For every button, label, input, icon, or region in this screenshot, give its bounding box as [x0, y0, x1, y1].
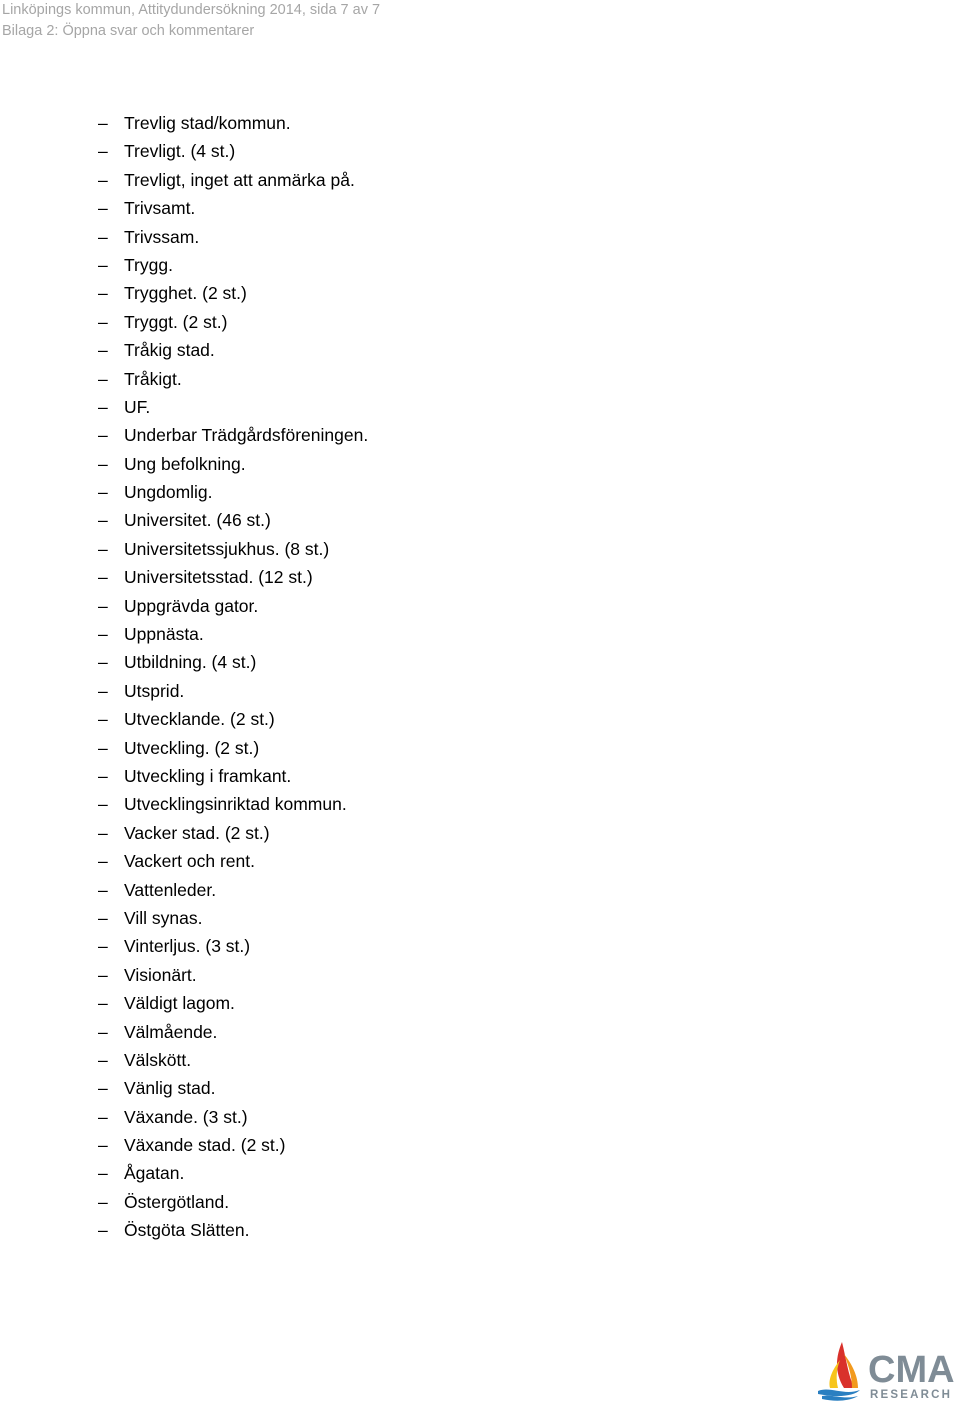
list-item-text: Välmående. — [124, 1021, 218, 1042]
dash-bullet-icon: – — [98, 737, 108, 758]
list-item — [98, 535, 368, 563]
list-item — [98, 421, 368, 449]
dash-bullet-icon: – — [98, 907, 108, 928]
list-item — [98, 1074, 368, 1102]
list-item-text: Trygg. — [124, 254, 173, 275]
list-item — [98, 847, 368, 875]
sail-icon — [818, 1342, 860, 1401]
list-item-text: Trivssam. — [124, 226, 200, 247]
dash-bullet-icon: – — [98, 1163, 108, 1184]
dash-bullet-icon: – — [98, 254, 108, 275]
logo-subtitle: RESEARCH — [870, 1389, 953, 1401]
list-item-text: Vänlig stad. — [124, 1078, 216, 1099]
list-item — [98, 648, 368, 676]
list-item-text: Östergötland. — [124, 1191, 230, 1212]
list-item-text: Visionärt. — [124, 964, 197, 985]
dash-bullet-icon: – — [98, 1106, 108, 1127]
list-item — [98, 989, 368, 1017]
list-item-text: Ågatan. — [124, 1163, 185, 1184]
logo-name: CMA — [868, 1349, 955, 1391]
dash-bullet-icon: – — [98, 1021, 108, 1042]
dash-bullet-icon: – — [98, 822, 108, 843]
list-item-text: Universitet. (46 st.) — [124, 510, 271, 531]
dash-bullet-icon: – — [98, 567, 108, 588]
dash-bullet-icon: – — [98, 1220, 108, 1241]
list-item — [98, 1188, 368, 1216]
dash-bullet-icon: – — [98, 652, 108, 673]
dash-bullet-icon: – — [98, 709, 108, 730]
dash-bullet-icon: – — [98, 482, 108, 503]
list-item-text: Tråkigt. — [124, 368, 182, 389]
dash-bullet-icon: – — [98, 113, 108, 133]
list-item — [98, 876, 368, 904]
list-item — [98, 137, 368, 165]
dash-bullet-icon: – — [98, 624, 108, 645]
list-item — [98, 705, 368, 733]
list-item-text: Växande stad. (2 st.) — [124, 1135, 286, 1156]
dash-bullet-icon: – — [98, 680, 108, 701]
list-item — [98, 393, 368, 421]
list-item — [98, 790, 368, 818]
list-item — [98, 506, 368, 534]
dash-bullet-icon: – — [98, 1191, 108, 1212]
list-item-text: Ungdomlig. — [124, 482, 213, 503]
list-item — [98, 478, 368, 506]
list-item — [98, 194, 368, 222]
dash-bullet-icon: – — [98, 879, 108, 900]
dash-bullet-icon: – — [98, 851, 108, 872]
dash-bullet-icon: – — [98, 595, 108, 616]
header-title: Linköpings kommun, Attitydundersökning 2014, sida 7 av 7 — [2, 2, 381, 18]
list-item — [98, 1103, 368, 1131]
list-item — [98, 677, 368, 705]
list-item — [98, 1046, 368, 1074]
list-item — [98, 904, 368, 932]
list-item-text: Trevlig stad/kommun. — [124, 113, 291, 133]
cma-research-logo — [814, 1336, 960, 1402]
list-item — [98, 762, 368, 790]
list-item — [98, 819, 368, 847]
list-item — [98, 450, 368, 478]
dash-bullet-icon: – — [98, 169, 108, 190]
list-item-text: Trevligt, inget att anmärka på. — [124, 169, 355, 190]
list-item-text: Utvecklingsinriktad kommun. — [124, 794, 347, 815]
list-item-text: Uppnästa. — [124, 624, 204, 645]
list-item — [98, 1018, 368, 1046]
list-item — [98, 1159, 368, 1187]
header-subtitle: Bilaga 2: Öppna svar och kommentarer — [2, 23, 255, 39]
list-item-text: Väldigt lagom. — [124, 993, 235, 1014]
list-item — [98, 109, 368, 137]
list-item — [98, 961, 368, 989]
dash-bullet-icon: – — [98, 453, 108, 474]
list-item-text: Tryggt. (2 st.) — [124, 311, 228, 332]
list-item-text: Vinterljus. (3 st.) — [124, 936, 251, 957]
list-item-text: UF. — [124, 396, 151, 417]
list-item-text: Utbildning. (4 st.) — [124, 652, 257, 673]
dash-bullet-icon: – — [98, 425, 108, 446]
list-item — [98, 336, 368, 364]
dash-bullet-icon: – — [98, 993, 108, 1014]
list-item — [98, 734, 368, 762]
list-item — [98, 223, 368, 251]
list-item-text: Utveckling i framkant. — [124, 765, 292, 786]
list-item — [98, 932, 368, 960]
dash-bullet-icon: – — [98, 1078, 108, 1099]
list-item-text: Trevligt. (4 st.) — [124, 141, 236, 162]
dash-bullet-icon: – — [98, 311, 108, 332]
list-item-text: Ung befolkning. — [124, 453, 246, 474]
dash-bullet-icon: – — [98, 794, 108, 815]
dash-bullet-icon: – — [98, 283, 108, 304]
dash-bullet-icon: – — [98, 1135, 108, 1156]
list-item-text: Universitetssjukhus. (8 st.) — [124, 538, 330, 559]
list-item-text: Tråkig stad. — [124, 340, 215, 361]
dash-bullet-icon: – — [98, 765, 108, 786]
dash-bullet-icon: – — [98, 226, 108, 247]
list-item-text: Välskött. — [124, 1049, 192, 1070]
dash-bullet-icon: – — [98, 964, 108, 985]
list-item-text: Universitetsstad. (12 st.) — [124, 567, 313, 588]
list-item-text: Uppgrävda gator. — [124, 595, 259, 616]
list-item-text: Utsprid. — [124, 680, 185, 701]
response-list — [98, 109, 368, 1245]
list-item — [98, 166, 368, 194]
dash-bullet-icon: – — [98, 1049, 108, 1070]
list-item-text: Vattenleder. — [124, 879, 217, 900]
list-item-text: Vill synas. — [124, 907, 203, 928]
list-item-text: Trivsamt. — [124, 198, 196, 219]
list-item — [98, 1131, 368, 1159]
list-item-text: Underbar Trädgårdsföreningen. — [124, 425, 369, 446]
list-item — [98, 1216, 368, 1244]
dash-bullet-icon: – — [98, 340, 108, 361]
dash-bullet-icon: – — [98, 396, 108, 417]
list-item — [98, 592, 368, 620]
list-item-text: Utveckling. (2 st.) — [124, 737, 260, 758]
list-item-text: Vackert och rent. — [124, 851, 255, 872]
list-item-text: Trygghet. (2 st.) — [124, 283, 247, 304]
dash-bullet-icon: – — [98, 510, 108, 531]
list-item — [98, 563, 368, 591]
list-item-text: Östgöta Slätten. — [124, 1220, 250, 1241]
list-item-text: Utvecklande. (2 st.) — [124, 709, 275, 730]
dash-bullet-icon: – — [98, 936, 108, 957]
dash-bullet-icon: – — [98, 141, 108, 162]
dash-bullet-icon: – — [98, 368, 108, 389]
list-item — [98, 308, 368, 336]
page-header — [2, 0, 380, 42]
list-item — [98, 251, 368, 279]
dash-bullet-icon: – — [98, 538, 108, 559]
list-item-text: Växande. (3 st.) — [124, 1106, 248, 1127]
list-item — [98, 365, 368, 393]
dash-bullet-icon: – — [98, 198, 108, 219]
list-item-text: Vacker stad. (2 st.) — [124, 822, 270, 843]
list-item — [98, 279, 368, 307]
list-item — [98, 620, 368, 648]
